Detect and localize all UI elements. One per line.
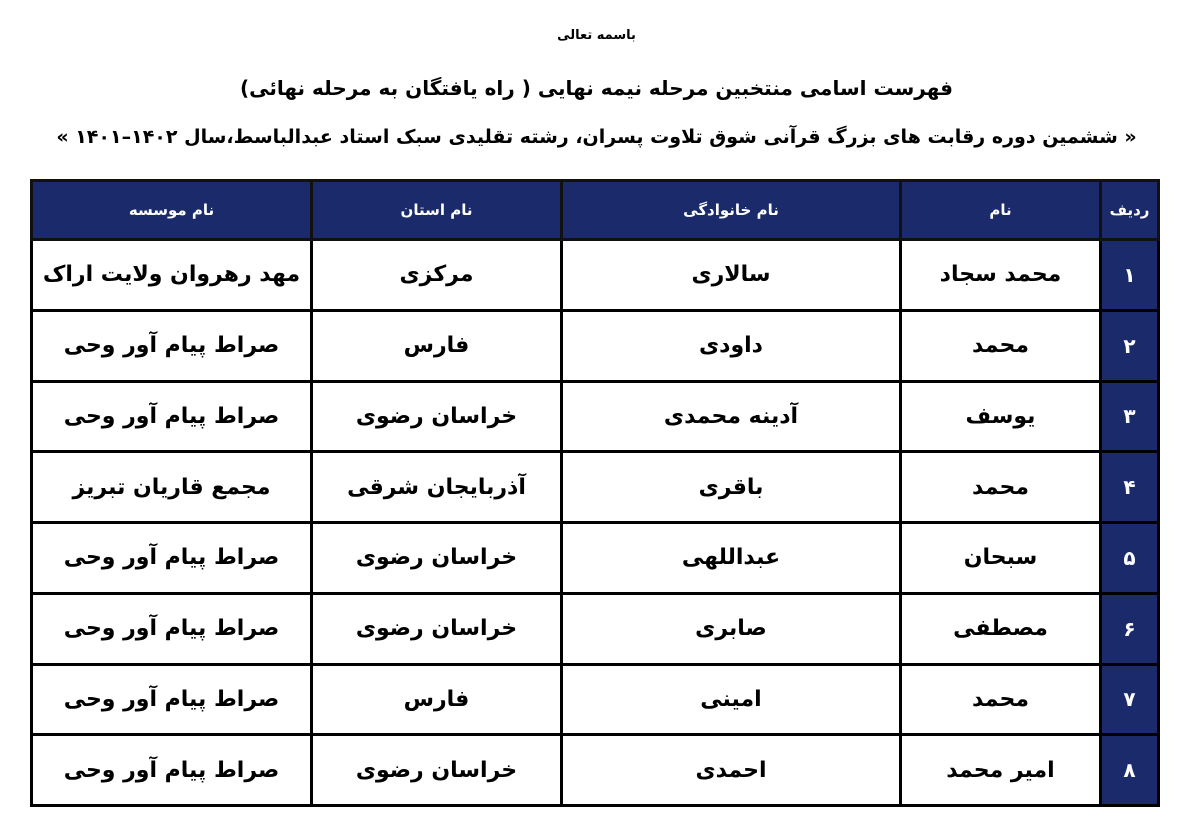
table-row bbox=[32, 381, 1159, 452]
column-header-institute: نام موسسه bbox=[32, 181, 312, 240]
table-row bbox=[32, 664, 1159, 735]
cell-row-number: ۳ bbox=[1101, 381, 1159, 452]
page-title: فهرست اسامی منتخبین مرحله نیمه نهایی ( راه یافتگان به مرحله نهائی) bbox=[239, 76, 954, 100]
cell-last-name: امینی bbox=[562, 664, 901, 735]
cell-last-name: سالاری bbox=[562, 240, 901, 311]
cell-province: مرکزی bbox=[312, 240, 562, 311]
cell-province: فارس bbox=[312, 310, 562, 381]
cell-first-name: امیر محمد bbox=[901, 735, 1101, 806]
cell-last-name: عبداللهی bbox=[562, 523, 901, 594]
table-row bbox=[32, 310, 1159, 381]
cell-institute: مجمع قاریان تبریز bbox=[32, 452, 312, 523]
column-header-first-name: نام bbox=[901, 181, 1101, 240]
table-header-row bbox=[32, 181, 1159, 240]
cell-row-number: ۱ bbox=[1101, 240, 1159, 311]
cell-first-name: محمد bbox=[901, 452, 1101, 523]
cell-row-number: ۴ bbox=[1101, 452, 1159, 523]
table-row bbox=[32, 452, 1159, 523]
cell-last-name: آدینه محمدی bbox=[562, 381, 901, 452]
table-row bbox=[32, 593, 1159, 664]
cell-institute: صراط پیام آور وحی bbox=[32, 664, 312, 735]
cell-row-number: ۵ bbox=[1101, 523, 1159, 594]
cell-last-name: باقری bbox=[562, 452, 901, 523]
cell-row-number: ۷ bbox=[1101, 664, 1159, 735]
table-row bbox=[32, 240, 1159, 311]
cell-province: خراسان رضوی bbox=[312, 381, 562, 452]
cell-institute: صراط پیام آور وحی bbox=[32, 381, 312, 452]
cell-institute: صراط پیام آور وحی bbox=[32, 593, 312, 664]
table-row bbox=[32, 523, 1159, 594]
column-header-province: نام استان bbox=[312, 181, 562, 240]
blessing-text: باسمه تعالی bbox=[557, 28, 636, 43]
cell-institute: صراط پیام آور وحی bbox=[32, 523, 312, 594]
cell-first-name: مصطفی bbox=[901, 593, 1101, 664]
cell-institute: صراط پیام آور وحی bbox=[32, 735, 312, 806]
table-row bbox=[32, 735, 1159, 806]
cell-institute: صراط پیام آور وحی bbox=[32, 310, 312, 381]
cell-last-name: احمدی bbox=[562, 735, 901, 806]
cell-last-name: صابری bbox=[562, 593, 901, 664]
cell-province: فارس bbox=[312, 664, 562, 735]
cell-province: خراسان رضوی bbox=[312, 593, 562, 664]
cell-last-name: داودی bbox=[562, 310, 901, 381]
cell-first-name: یوسف bbox=[901, 381, 1101, 452]
cell-row-number: ۸ bbox=[1101, 735, 1159, 806]
cell-row-number: ۲ bbox=[1101, 310, 1159, 381]
cell-first-name: محمد bbox=[901, 664, 1101, 735]
cell-institute: مهد رهروان ولایت اراک bbox=[32, 240, 312, 311]
finalists-table bbox=[30, 179, 1160, 807]
cell-first-name: محمد bbox=[901, 310, 1101, 381]
cell-province: خراسان رضوی bbox=[312, 735, 562, 806]
page-subtitle: « ششمین دوره رقابت های بزرگ قرآنی شوق تلاوت پسران، رشته تقلیدی سبک استاد عبدالباسط،سال ۱۴۰۲–۱۴۰۱ » bbox=[56, 126, 1137, 148]
cell-province: خراسان رضوی bbox=[312, 523, 562, 594]
cell-first-name: سبحان bbox=[901, 523, 1101, 594]
cell-row-number: ۶ bbox=[1101, 593, 1159, 664]
column-header-row-number: ردیف bbox=[1101, 181, 1159, 240]
cell-first-name: محمد سجاد bbox=[901, 240, 1101, 311]
column-header-last-name: نام خانوادگی bbox=[562, 181, 901, 240]
cell-province: آذربایجان شرقی bbox=[312, 452, 562, 523]
